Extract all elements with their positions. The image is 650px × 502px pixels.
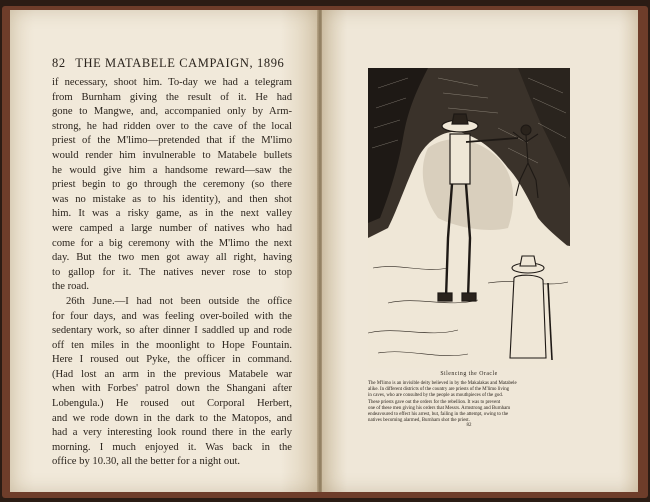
illustration xyxy=(368,68,570,368)
text-line: off ten miles in the moonlight to Hope Fountain. xyxy=(52,339,292,351)
body-text xyxy=(52,76,292,470)
text-line: the road. xyxy=(52,281,90,293)
text-line: when with Forbes' patrol down the Shangani after xyxy=(52,383,292,395)
caption-title: Silencing the Oracle xyxy=(440,371,498,377)
text-line: and we rode down in the dark to the Matopos, and xyxy=(52,412,292,424)
text-line: had a very interesting look round there in the early xyxy=(52,427,292,439)
text-line: (Had lost an arm in the previous Matabele war xyxy=(52,368,292,380)
caption-line: The M'limo is an invisible deity believed in by the Makalakas and Matabele xyxy=(368,381,517,386)
text-line: would render him invulnerable to Matabele bullets xyxy=(52,149,292,161)
text-line: Lobengula.) He roused out Corporal Herbert, xyxy=(52,398,292,410)
text-line: to gallop for it. The natives never rose to stop xyxy=(52,266,292,278)
caption-line: in caves, who are consulted by the people as mouthpieces of the god. xyxy=(368,393,503,399)
text-line: come for a big ceremony with the M'limo the next xyxy=(52,237,292,249)
text-line: Here I roused out Pyke, the officer in command. xyxy=(52,354,292,366)
text-line: day. But the two men got away all right, having xyxy=(52,252,292,264)
page-number: 82 xyxy=(52,56,66,70)
caption-line: one of these men giving his orders that Messrs. Armstrong and Burnham xyxy=(368,405,511,411)
text-line: office by 10.30, all the better for a night out. xyxy=(52,456,241,468)
caption-line: alike. In different districts of the country are priests of the M'limo living xyxy=(368,387,510,393)
text-line: him. It was a risky game, as in the next valley xyxy=(52,208,292,220)
text-line: he would give him a handsome reward—saw the xyxy=(52,164,292,176)
text-line: strong, he had ridden over to the cave of the local xyxy=(52,120,292,132)
caption-line: endeavoured to effect his arrest, but, failing in the attempt, owing to the xyxy=(368,412,509,418)
plate-page-number: 82 xyxy=(466,423,472,428)
caption-line: These priests gave out the orders for the rebellion. It was to prevent xyxy=(368,399,501,405)
text-line: sedentary work, so after dinner I saddled up and rode xyxy=(52,325,292,337)
running-header xyxy=(52,56,284,71)
caption-line: natives becoming alarmed, Burnham shot the priest. xyxy=(368,418,470,424)
text-line: were camped a large number of natives who had xyxy=(52,222,292,234)
text-line: if necessary, shoot him. To-day we had a telegram xyxy=(52,77,292,88)
text-line: priest of the M'limo—pretended that if the M'limo xyxy=(52,135,292,147)
text-line: from Burnham giving the result of it. He had xyxy=(52,91,292,103)
text-line: 26th June.—I had not been outside the office xyxy=(66,295,292,307)
text-line: for four days, and was feeling over-boiled with the xyxy=(52,310,292,322)
text-line: gone to Mangwe, and, accompanied only by Arm- xyxy=(52,106,292,118)
caption-text xyxy=(368,381,570,424)
text-line: priest begin to go through the ceremony (so there xyxy=(52,179,292,191)
running-head-title: THE MATABELE CAMPAIGN, 1896 xyxy=(75,56,285,70)
text-line: morning. I much enjoyed it. Was back in the xyxy=(52,441,292,453)
text-line: was no mistake as to his identity), and then shot xyxy=(52,193,292,205)
